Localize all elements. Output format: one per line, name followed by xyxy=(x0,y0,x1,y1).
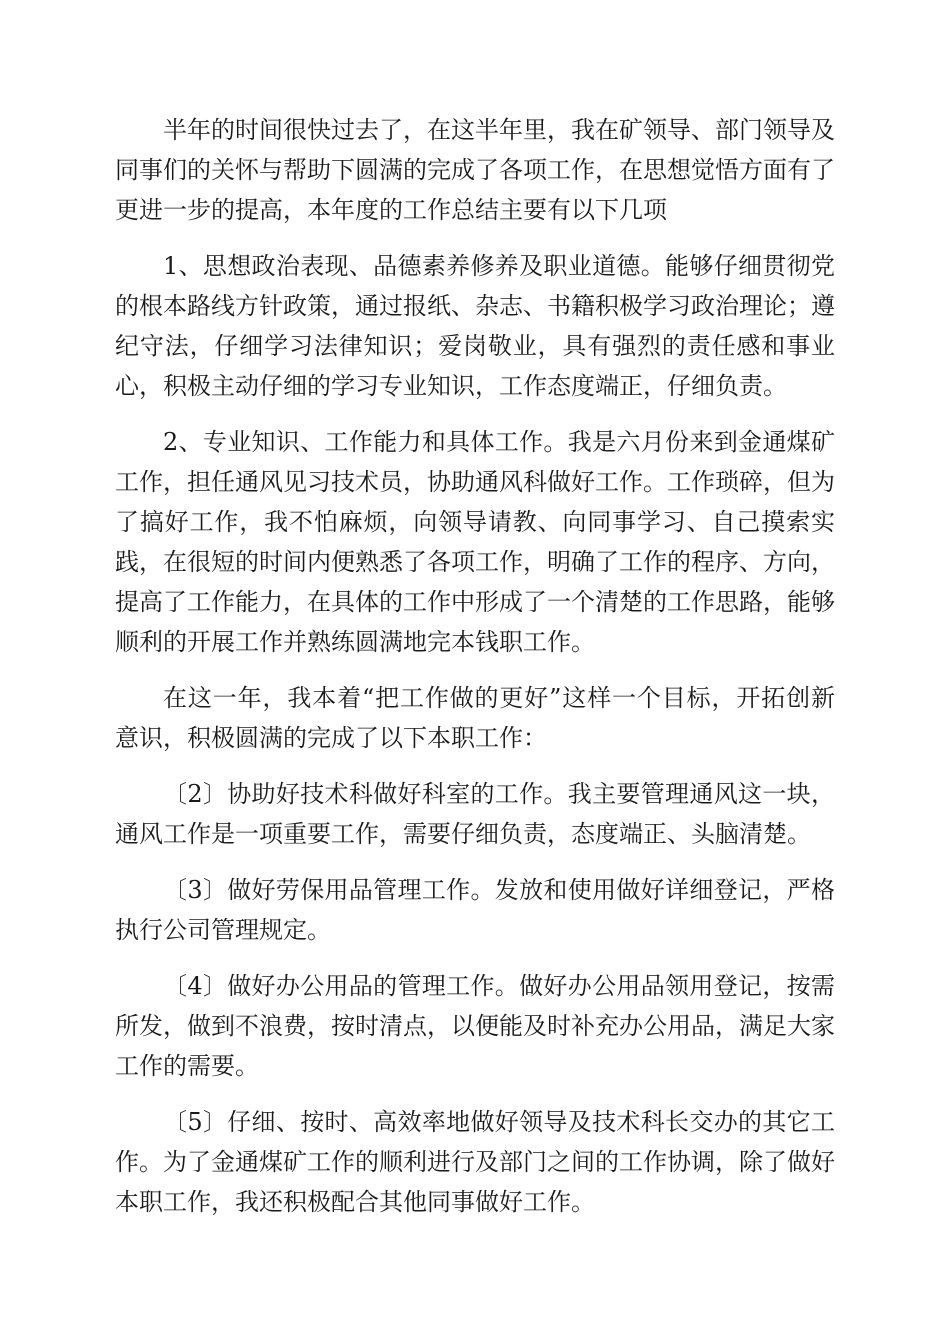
paragraph-item-5: 〔5〕仔细、按时、高效率地做好领导及技术科长交办的其它工作。为了金通煤矿工作的顺利进行及部门之间的工作协调，除了做好本职工作，我还积极配合其他同事做好工作。 xyxy=(115,1108,835,1216)
paragraph-political: 1、思想政治表现、品德素养修养及职业道德。能够仔细贯彻党的根本路线方针政策，通过报纸、杂志、书籍积极学习政治理论；遵纪守法，仔细学习法律知识；爱岗敬业，具有强烈的责任感和事业心，积极主动仔细的学习专业知识，工作态度端正，仔细负责。 xyxy=(115,252,835,400)
paragraph-professional: 2、专业知识、工作能力和具体工作。我是六月份来到金通煤矿工作，担任通风见习技术员，协助通风科做好工作。工作琐碎，但为了搞好工作，我不怕麻烦，向领导请教、向同事学习、自己摸索实践，在很短的时间内便熟悉了各项工作，明确了工作的程序、方向，提高了工作能力，在具体的工作中形成了一个清楚的工作思路，能够顺利的开展工作并熟练圆满地完本钱职工作。 xyxy=(115,428,835,656)
paragraph-this-year: 在这一年，我本着“把工作做的更好”这样一个目标，开拓创新意识，积极圆满的完成了以下本职工作： xyxy=(115,684,835,752)
paragraph-intro: 半年的时间很快过去了，在这半年里，我在矿领导、部门领导及同事们的关怀与帮助下圆满的完成了各项工作，在思想觉悟方面有了更进一步的提高，本年度的工作总结主要有以下几项 xyxy=(115,116,835,224)
paragraph-item-3: 〔3〕做好劳保用品管理工作。发放和使用做好详细登记，严格执行公司管理规定。 xyxy=(115,876,835,944)
paragraph-item-4: 〔4〕做好办公用品的管理工作。做好办公用品领用登记，按需所发，做到不浪费，按时清点，以便能及时补充办公用品，满足大家工作的需要。 xyxy=(115,972,835,1080)
paragraph-item-2: 〔2〕协助好技术科做好科室的工作。我主要管理通风这一块，通风工作是一项重要工作，需要仔细负责，态度端正、头脑清楚。 xyxy=(115,780,835,848)
document-body xyxy=(115,110,835,1238)
